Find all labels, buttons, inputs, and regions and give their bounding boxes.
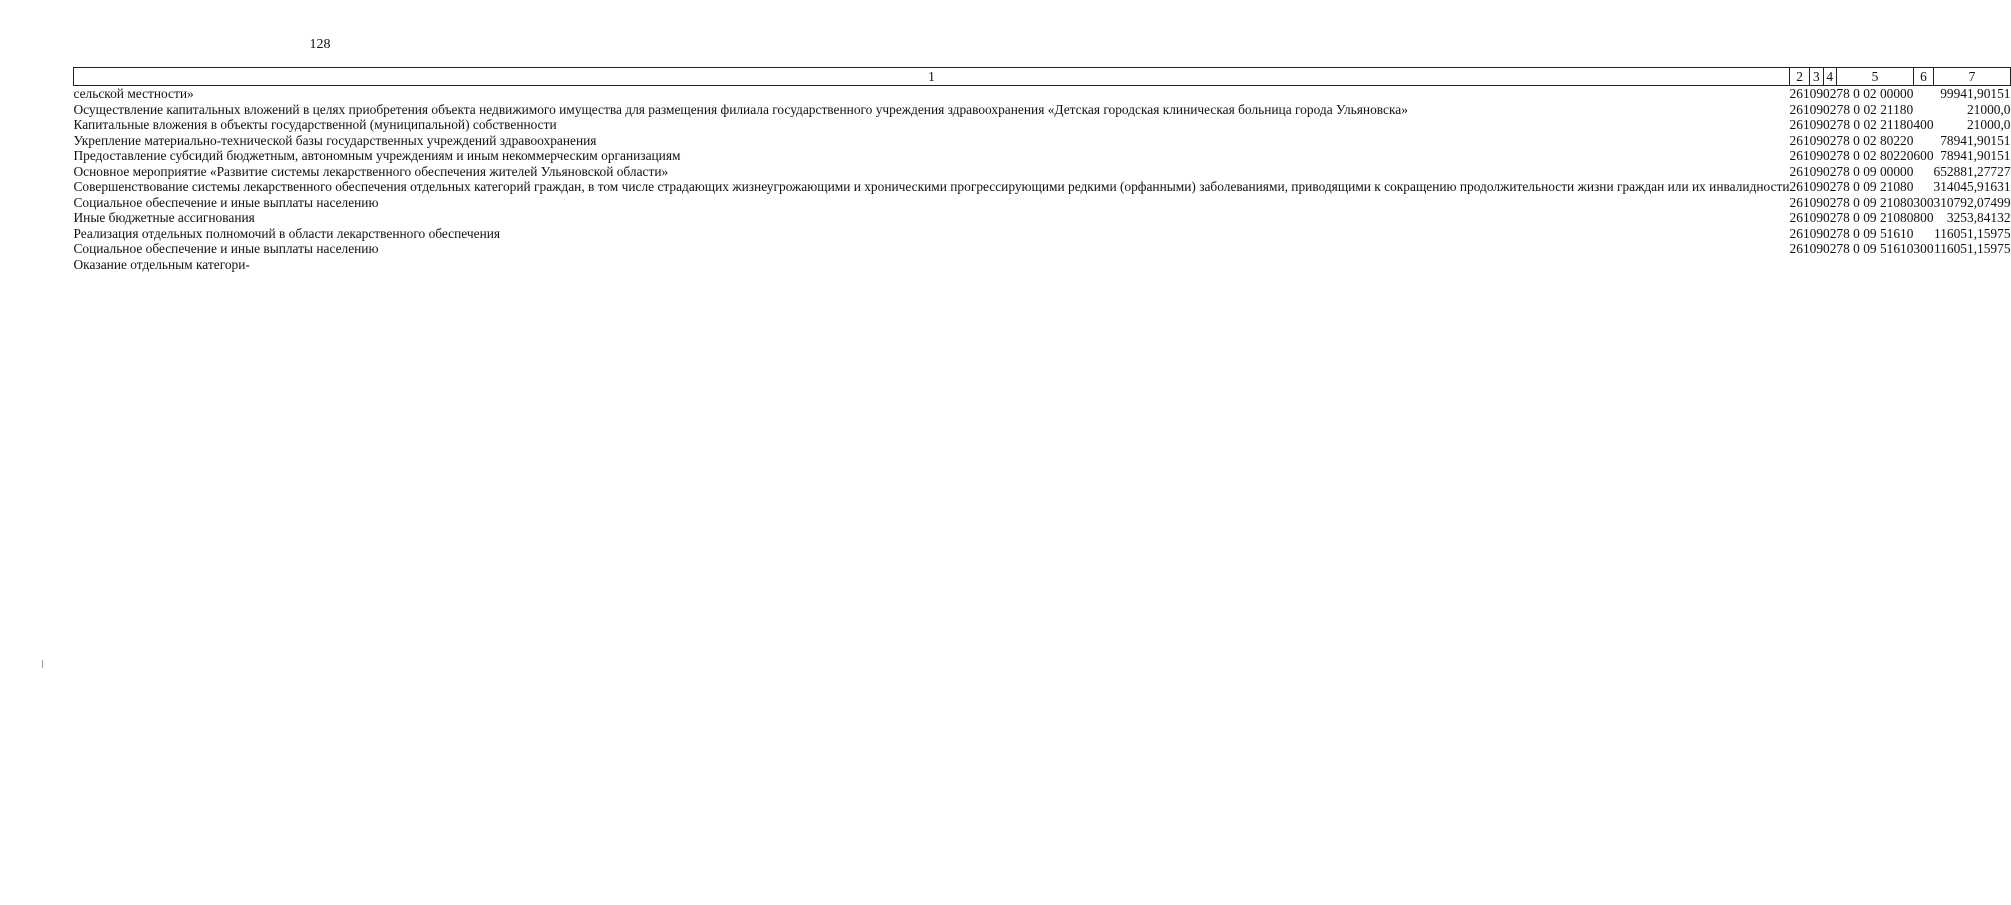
row-amount: 116051,15975 bbox=[1934, 225, 2011, 241]
row-code-target-item: 78 0 02 00000 bbox=[1836, 86, 1914, 101]
row-code-subsection: 02 bbox=[1823, 163, 1837, 179]
row-name-cell: Реализация отдельных полномочий в области лекарственного обеспечения bbox=[73, 225, 501, 241]
row-code-section: 09 bbox=[1809, 163, 1824, 179]
row-code-expense-type: 300 bbox=[1913, 241, 1934, 256]
row-code-chapter: 261 bbox=[1789, 225, 1810, 241]
row-amount bbox=[1934, 257, 2011, 273]
row-code-expense-type bbox=[1913, 257, 1933, 273]
row-code-expense-type bbox=[1913, 179, 1933, 195]
table-row bbox=[74, 226, 2011, 242]
row-amount: 310792,07499 bbox=[1933, 194, 2011, 210]
row-name-cell: Социальное обеспечение и иные выплаты населению bbox=[73, 241, 379, 256]
row-name-cell: Предоставление субсидий бюджетным, автономным учреждениям и иным некоммерческим организациям bbox=[73, 148, 681, 163]
table-row bbox=[74, 164, 2011, 180]
row-code-section: 09 bbox=[1809, 101, 1824, 117]
row-code-section: 09 bbox=[1809, 210, 1824, 225]
row-code-section: 09 bbox=[1809, 132, 1824, 148]
row-name-cell: Совершенствование системы лекарственного обеспечения отдельных категорий граждан, в том числе страдающих жизнеугрожающими и хроническими прогрессирующими редкими (орфанными) заболеваниями, приводящими к сокращению продолжительности жизни граждан или их инвалидности bbox=[73, 179, 1790, 194]
row-code-subsection: 02 bbox=[1823, 241, 1837, 256]
row-code-expense-type: 400 bbox=[1913, 117, 1934, 132]
row-code-section: 09 bbox=[1809, 225, 1824, 241]
row-code-subsection: 02 bbox=[1823, 101, 1837, 117]
row-code-chapter: 261 bbox=[1789, 194, 1810, 210]
row-code-target-item: 78 0 02 80220 bbox=[1836, 148, 1914, 163]
row-name-cell: Основное мероприятие «Развитие системы лекарственного обеспечения жителей Ульяновской области» bbox=[73, 163, 669, 179]
row-code-section: 09 bbox=[1809, 179, 1824, 194]
row-code-chapter: 261 bbox=[1789, 148, 1810, 163]
row-code-target-item: 78 0 02 21180 bbox=[1836, 117, 1914, 132]
table-header-row bbox=[74, 68, 2011, 86]
row-code-section bbox=[1810, 257, 1823, 273]
row-code-subsection: 02 bbox=[1823, 179, 1837, 194]
row-amount: 652881,27727 bbox=[1933, 163, 2011, 179]
table-row bbox=[74, 195, 2011, 211]
row-code-target-item: 78 0 09 51610 bbox=[1836, 241, 1914, 256]
table-row bbox=[74, 179, 2011, 195]
row-amount: 78941,90151 bbox=[1940, 148, 2011, 163]
row-code-chapter: 261 bbox=[1789, 117, 1810, 132]
row-code-subsection: 02 bbox=[1823, 210, 1837, 225]
row-code-subsection: 02 bbox=[1823, 117, 1837, 132]
row-name-cell: Иные бюджетные ассигнования bbox=[73, 210, 255, 225]
row-code-target-item bbox=[1836, 257, 1913, 273]
column-header-1: 1 bbox=[74, 68, 1790, 86]
column-header-3: 3 bbox=[1810, 68, 1823, 86]
column-header-6: 6 bbox=[1913, 68, 1933, 86]
row-code-section: 09 bbox=[1809, 117, 1824, 132]
row-amount: 21000,0 bbox=[1966, 101, 2011, 117]
row-code-expense-type bbox=[1913, 133, 1933, 149]
table-row bbox=[74, 117, 2011, 133]
table-row bbox=[74, 133, 2011, 149]
row-amount: 3253,84132 bbox=[1946, 210, 2011, 225]
row-amount: 21000,0 bbox=[1966, 117, 2011, 132]
row-code-subsection: 02 bbox=[1823, 132, 1837, 148]
row-code-target-item: 78 0 02 80220 bbox=[1836, 132, 1914, 148]
row-code-subsection: 02 bbox=[1823, 225, 1837, 241]
row-code-chapter: 261 bbox=[1789, 132, 1810, 148]
row-code-chapter: 261 bbox=[1789, 163, 1810, 179]
row-code-chapter: 261 bbox=[1789, 241, 1810, 256]
row-code-section: 09 bbox=[1809, 194, 1824, 210]
row-code-section: 09 bbox=[1809, 86, 1824, 101]
row-code-target-item: 78 0 02 21180 bbox=[1836, 101, 1914, 117]
row-code-chapter: 261 bbox=[1789, 179, 1810, 194]
table-row bbox=[74, 257, 2011, 273]
row-name-cell: сельской местности» bbox=[73, 86, 194, 101]
table-row bbox=[74, 210, 2011, 226]
scan-mark bbox=[42, 660, 43, 668]
row-code-expense-type bbox=[1913, 86, 1933, 102]
row-code-expense-type: 600 bbox=[1913, 148, 1934, 163]
row-code-expense-type bbox=[1913, 102, 1933, 118]
row-code-chapter: 261 bbox=[1789, 210, 1810, 225]
table-body bbox=[74, 86, 2011, 273]
row-code-subsection: 02 bbox=[1823, 148, 1837, 163]
row-code-section: 09 bbox=[1809, 241, 1824, 256]
row-code-chapter bbox=[1790, 257, 1810, 273]
column-header-7: 7 bbox=[1934, 68, 2011, 86]
row-code-expense-type bbox=[1913, 164, 1933, 180]
row-name-cell: Оказание отдельным категори- bbox=[73, 256, 250, 272]
row-code-chapter: 261 bbox=[1789, 101, 1810, 117]
table-row bbox=[74, 102, 2011, 118]
row-code-target-item: 78 0 09 00000 bbox=[1836, 163, 1914, 179]
table-row bbox=[74, 86, 2011, 102]
row-code-expense-type bbox=[1913, 226, 1933, 242]
column-header-4: 4 bbox=[1823, 68, 1836, 86]
row-amount: 116051,15975 bbox=[1934, 241, 2011, 256]
row-name-cell: Осуществление капитальных вложений в целях приобретения объекта недвижимого имущества для размещения филиала государственного учреждения здравоохранения «Детская городская клиническая больница города Ульяновска» bbox=[73, 101, 1408, 117]
column-header-5: 5 bbox=[1836, 68, 1913, 86]
row-amount: 78941,90151 bbox=[1940, 132, 2011, 148]
row-code-chapter: 261 bbox=[1789, 86, 1810, 101]
row-amount: 99941,90151 bbox=[1940, 86, 2011, 101]
row-code-subsection bbox=[1823, 257, 1836, 273]
page-number: 128 bbox=[309, 37, 331, 52]
row-code-subsection: 02 bbox=[1823, 194, 1837, 210]
row-code-target-item: 78 0 09 21080 bbox=[1836, 179, 1914, 194]
row-amount: 314045,91631 bbox=[1933, 179, 2011, 194]
row-code-target-item: 78 0 09 21080 bbox=[1836, 194, 1914, 210]
row-name-cell: Укрепление материально-технической базы государственных учреждений здравоохранения bbox=[73, 132, 597, 148]
column-header-2: 2 bbox=[1790, 68, 1810, 86]
row-name-cell: Капитальные вложения в объекты государственной (муниципальной) собственности bbox=[73, 117, 557, 132]
table-row bbox=[74, 148, 2011, 164]
row-code-expense-type: 300 bbox=[1913, 194, 1934, 210]
table-row bbox=[74, 241, 2011, 257]
row-code-expense-type: 800 bbox=[1913, 210, 1934, 225]
budget-table bbox=[73, 67, 2011, 272]
row-name-cell: Социальное обеспечение и иные выплаты населению bbox=[73, 194, 379, 210]
row-code-target-item: 78 0 09 21080 bbox=[1836, 210, 1914, 225]
row-code-target-item: 78 0 09 51610 bbox=[1836, 225, 1914, 241]
row-code-subsection: 02 bbox=[1823, 86, 1837, 101]
row-code-section: 09 bbox=[1809, 148, 1824, 163]
